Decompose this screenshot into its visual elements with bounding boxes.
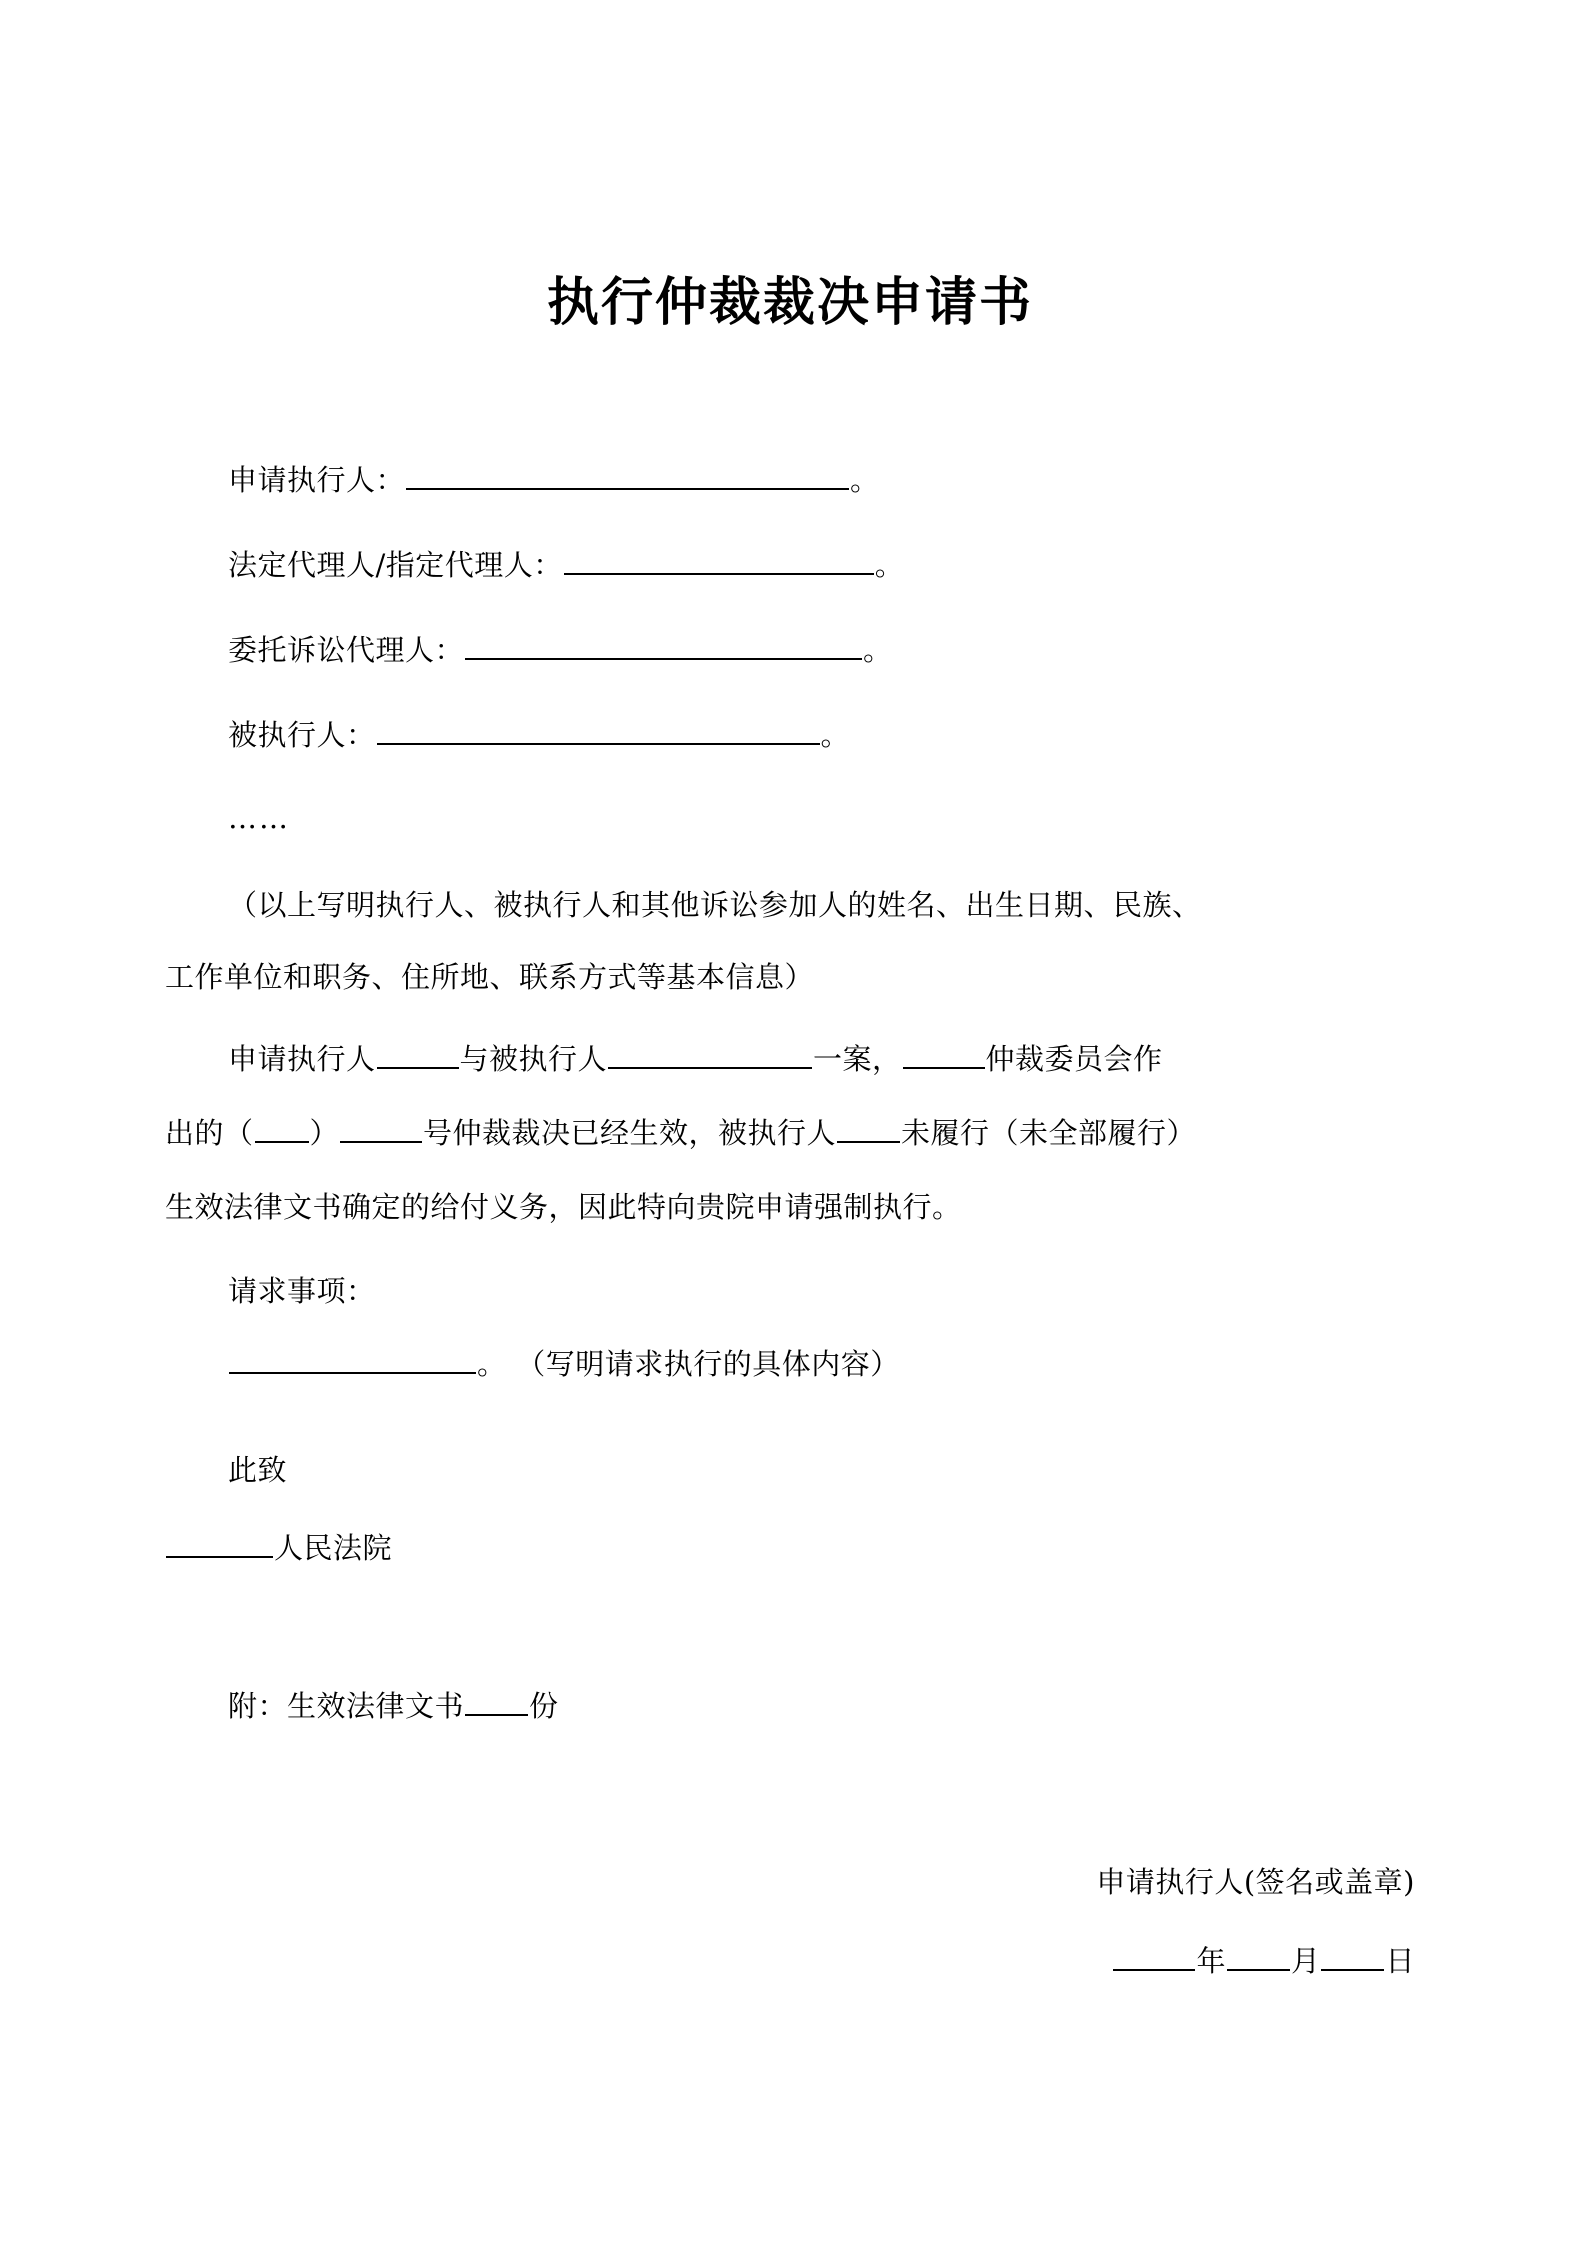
- date-day-label: 日: [1385, 1944, 1415, 1978]
- instruction-note-line-1: （以上写明执行人、被执行人和其他诉讼参加人的姓名、出生日期、民族、: [228, 888, 1202, 922]
- request-content-line: [165, 1344, 1478, 1384]
- instruction-note-line-2: 工作单位和职务、住所地、联系方式等基本信息）: [165, 960, 815, 994]
- body-text-commission: 仲裁委员会作: [985, 1042, 1163, 1076]
- party-terminator-entrusted-agent: 。: [863, 633, 893, 667]
- request-hint: （写明请求执行的具体内容）: [516, 1347, 900, 1381]
- date-month-label: 月: [1290, 1944, 1321, 1978]
- date-line: [165, 1941, 1483, 1981]
- body-paragraph-line-1: [165, 1039, 1478, 1079]
- body-text-nonperformance: 未履行（未全部履行）: [901, 1116, 1197, 1150]
- body-blank-applicant-name[interactable]: [377, 1041, 459, 1069]
- page-title: 执行仲裁裁决申请书: [546, 273, 1033, 333]
- party-label-respondent: 被执行人：: [228, 718, 376, 752]
- court-line: [165, 1528, 1415, 1568]
- party-blank-entrusted-agent[interactable]: [465, 632, 862, 660]
- ellipsis-line: ……: [228, 801, 290, 835]
- request-heading: 请求事项：: [228, 1274, 376, 1308]
- party-label-entrusted-agent: 委托诉讼代理人：: [228, 633, 465, 667]
- date-year-blank[interactable]: [1113, 1943, 1195, 1971]
- closing-salutation: 此致: [228, 1453, 288, 1487]
- body-blank-award-number[interactable]: [340, 1115, 422, 1143]
- body-blank-respondent-name[interactable]: [608, 1041, 812, 1069]
- party-line-respondent: [165, 715, 1478, 755]
- body-text-paren-close: ）: [309, 1116, 340, 1150]
- party-blank-legal-agent[interactable]: [564, 547, 874, 575]
- body-text-award-effective: 号仲裁裁决已经生效，被执行人: [423, 1116, 837, 1150]
- party-label-legal-agent: 法定代理人/指定代理人：: [228, 548, 563, 582]
- party-line-legal-agent: [165, 545, 1478, 585]
- body-paragraph-line-2: [165, 1113, 1415, 1153]
- attachment-suffix: 份: [529, 1689, 559, 1723]
- body-blank-award-year[interactable]: [255, 1115, 309, 1143]
- body-text-case: 一案，: [813, 1042, 902, 1076]
- signature-label: 申请执行人(签名或盖章): [1096, 1865, 1415, 1899]
- party-terminator-legal-agent: 。: [874, 548, 905, 582]
- attachment-count-blank[interactable]: [465, 1688, 528, 1716]
- court-name-blank[interactable]: [166, 1530, 273, 1558]
- date-year-label: 年: [1196, 1944, 1226, 1978]
- body-text-respondent: 与被执行人: [459, 1042, 608, 1076]
- party-blank-respondent[interactable]: [377, 717, 820, 745]
- party-blank-applicant[interactable]: [406, 462, 849, 490]
- date-day-blank[interactable]: [1321, 1943, 1384, 1971]
- date-month-blank[interactable]: [1227, 1943, 1290, 1971]
- body-blank-nonperformance[interactable]: [837, 1115, 900, 1143]
- body-text-issued: 出的（: [165, 1116, 254, 1150]
- attachment-line: [165, 1686, 1478, 1726]
- party-terminator-respondent: 。: [820, 718, 851, 752]
- attachment-prefix: 附：生效法律文书: [228, 1689, 465, 1723]
- body-paragraph-line-3: 生效法律文书确定的给付义务，因此特向贵院申请强制执行。: [165, 1190, 962, 1224]
- request-terminator: 。: [477, 1347, 507, 1381]
- party-line-applicant: [165, 460, 1478, 500]
- body-blank-arbitration-commission[interactable]: [903, 1041, 985, 1069]
- body-text-applicant: 申请执行人: [228, 1042, 376, 1076]
- request-content-blank[interactable]: [229, 1346, 476, 1374]
- court-suffix: 人民法院: [274, 1531, 393, 1565]
- party-label-applicant: 申请执行人：: [228, 463, 406, 497]
- party-terminator-applicant: 。: [850, 463, 880, 497]
- party-line-entrusted-agent: [165, 630, 1478, 670]
